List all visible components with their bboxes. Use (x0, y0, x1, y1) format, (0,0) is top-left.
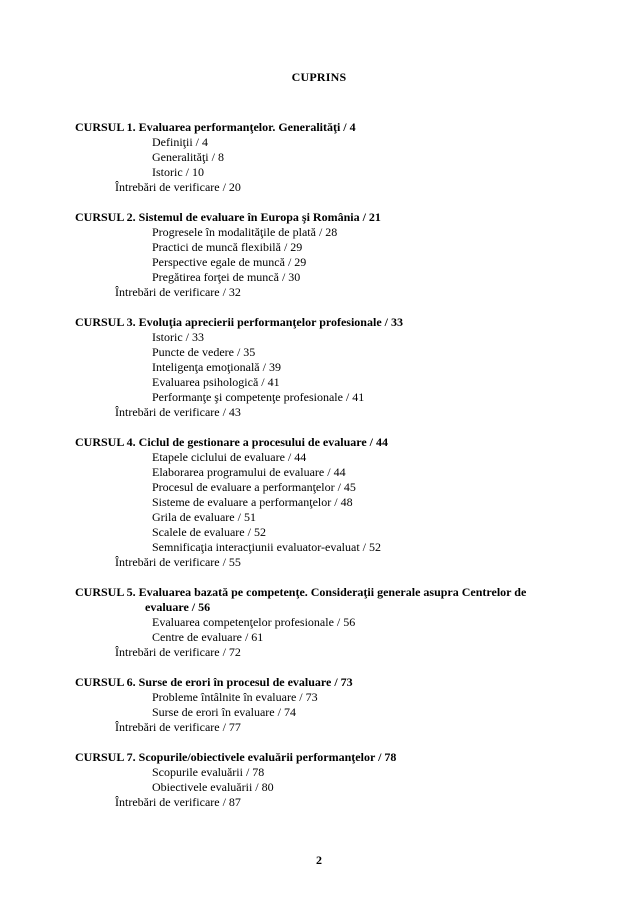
review-questions-item: Întrebări de verificare / 43 (115, 405, 241, 419)
course-section (75, 120, 595, 195)
toc-subitem: Istoric / 10 (152, 165, 204, 179)
toc-subitem: Sisteme de evaluare a performanţelor / 48 (152, 495, 353, 509)
course-title-continuation: evaluare / 56 (145, 600, 211, 614)
toc-subitem: Istoric / 33 (152, 330, 204, 344)
course-title: CURSUL 4. Ciclul de gestionare a procesului de evaluare / 44 (75, 435, 389, 449)
toc-subitem: Puncte de vedere / 35 (152, 345, 256, 359)
toc-subitem: Performanţe şi competenţe profesionale / 41 (152, 390, 365, 404)
toc-subitem: Semnificaţia interacţiunii evaluator-evaluat / 52 (152, 540, 382, 554)
course-title: CURSUL 1. Evaluarea performanţelor. Generalităţi / 4 (75, 120, 356, 134)
course-section (75, 435, 595, 570)
toc-subitem: Pregătirea forţei de muncă / 30 (152, 270, 301, 284)
course-section (75, 750, 595, 810)
toc-subitem: Probleme întâlnite în evaluare / 73 (152, 690, 318, 704)
page-number: 2 (316, 853, 322, 867)
toc-subitem: Grila de evaluare / 51 (152, 510, 256, 524)
course-title: CURSUL 2. Sistemul de evaluare în Europa şi România / 21 (75, 210, 381, 224)
toc-subitem: Progresele în modalităţile de plată / 28 (152, 225, 338, 239)
review-questions-item: Întrebări de verificare / 20 (115, 180, 241, 194)
toc-subitem: Elaborarea programului de evaluare / 44 (152, 465, 346, 479)
toc-subitem: Perspective egale de muncă / 29 (152, 255, 307, 269)
review-questions-item: Întrebări de verificare / 32 (115, 285, 241, 299)
course-section (75, 315, 595, 420)
toc-subitem: Surse de erori în evaluare / 74 (152, 705, 296, 719)
toc-subitem: Etapele ciclului de evaluare / 44 (152, 450, 307, 464)
review-questions-item: Întrebări de verificare / 87 (115, 795, 241, 809)
review-questions-item: Întrebări de verificare / 55 (115, 555, 241, 569)
toc-subitem: Centre de evaluare / 61 (152, 630, 264, 644)
toc-subitem: Scalele de evaluare / 52 (152, 525, 266, 539)
course-section (75, 210, 595, 300)
toc-subitem: Evaluarea competenţelor profesionale / 56 (152, 615, 356, 629)
toc-subitem: Evaluarea psihologică / 41 (152, 375, 280, 389)
review-questions-item: Întrebări de verificare / 77 (115, 720, 241, 734)
course-title: CURSUL 3. Evoluţia aprecierii performanţelor profesionale / 33 (75, 315, 403, 329)
course-section (75, 675, 595, 735)
course-section (75, 585, 595, 660)
course-title: CURSUL 5. Evaluarea bazată pe competenţe. Consideraţii generale asupra Centrelor de (75, 585, 527, 599)
table-of-contents (75, 120, 595, 825)
toc-subitem: Procesul de evaluare a performanţelor / 45 (152, 480, 356, 494)
toc-subitem: Definiţii / 4 (152, 135, 208, 149)
toc-subitem: Practici de muncă flexibilă / 29 (152, 240, 303, 254)
course-title: CURSUL 7. Scopurile/obiectivele evaluării performanţelor / 78 (75, 750, 397, 764)
review-questions-item: Întrebări de verificare / 72 (115, 645, 241, 659)
toc-subitem: Obiectivele evaluării / 80 (152, 780, 274, 794)
toc-subitem: Generalităţi / 8 (152, 150, 224, 164)
page-title: CUPRINS (291, 70, 347, 84)
course-title: CURSUL 6. Surse de erori în procesul de evaluare / 73 (75, 675, 353, 689)
toc-subitem: Inteligenţa emoţională / 39 (152, 360, 281, 374)
toc-subitem: Scopurile evaluării / 78 (152, 765, 265, 779)
